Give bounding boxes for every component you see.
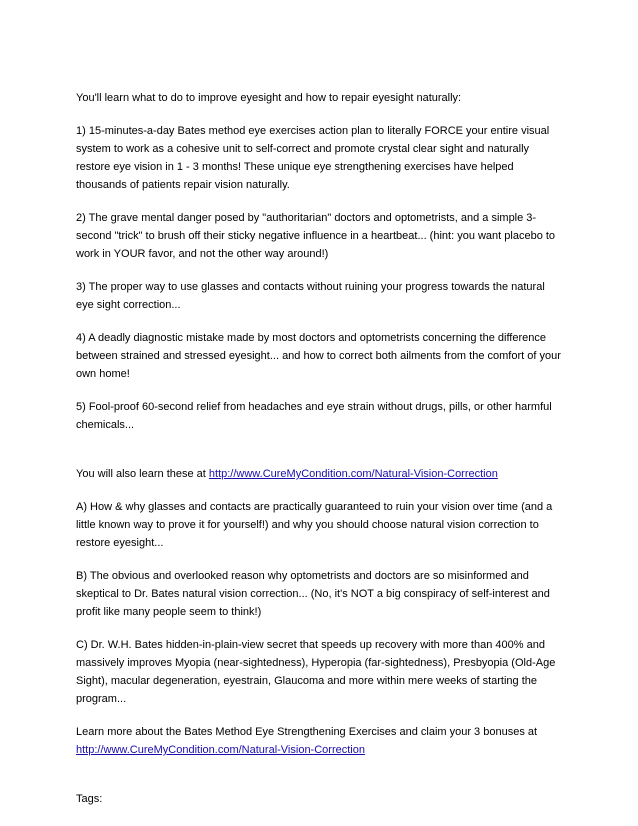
also-learn-link[interactable]: http://www.CureMyCondition.com/Natural-Vision-Correction [208,468,498,480]
point-3-paragraph: 3) The proper way to use glasses and contacts without ruining your progress towards the natural eye sight correction... [76,281,545,311]
also-learn-paragraph [76,465,564,483]
intro-paragraph: You'll learn what to do to improve eyesight and how to repair eyesight naturally: [76,92,462,104]
learn-more-link[interactable]: http://www.CureMyCondition.com/Natural-Vision-Correction [76,744,365,756]
learn-more-text: Learn more about the Bates Method Eye Strengthening Exercises and claim your 3 bonuses at [76,726,538,738]
point-2-paragraph: 2) The grave mental danger posed by "authoritarian" doctors and optometrists, and a simple 3-second "trick" to brush off their sticky negative influence in a heartbeat... (hint: you want placebo to work in YOUR favor, and not the other way around!) [76,212,556,260]
point-5-paragraph: 5) Fool-proof 60-second relief from headaches and eye strain without drugs, pills, or other harmful chemicals... [76,401,552,431]
also-learn-text: You will also learn these at [76,468,209,480]
tags-label: Tags: [76,793,103,805]
point-c-paragraph: C) Dr. W.H. Bates hidden-in-plain-view secret that speeds up recovery with more than 400% and massively improves Myopia (near-sightedness), Hyperopia (far-sightedness), Presbyopia (Old-Age Sight), macular degeneration, eyestrain, Glaucoma and more within mere weeks of starting the program... [76,639,556,705]
document-page [76,89,564,823]
point-4-paragraph: 4) A deadly diagnostic mistake made by most doctors and optometrists concerning the difference between strained and stressed eyesight... and how to correct both ailments from the comfort of your own home! [76,332,561,380]
point-b-paragraph: B) The obvious and overlooked reason why optometrists and doctors are so misinformed and skeptical to Dr. Bates natural vision correction... (No, it's NOT a big conspiracy of self-interest and profit like many people seem to think!) [76,570,550,618]
learn-more-paragraph [76,723,564,759]
point-a-paragraph: A) How & why glasses and contacts are practically guaranteed to ruin your vision over time (and a little known way to prove it for yourself!) and why you should choose natural vision correction to restore eyesight... [76,501,553,549]
point-1-paragraph: 1) 15-minutes-a-day Bates method eye exercises action plan to literally FORCE your entire visual system to work as a cohesive unit to self-correct and promote crystal clear sight and naturally restore eye vision in 1 - 3 months! These unique eye strengthening exercises have helped thousands of patients repair vision naturally. [76,125,550,191]
